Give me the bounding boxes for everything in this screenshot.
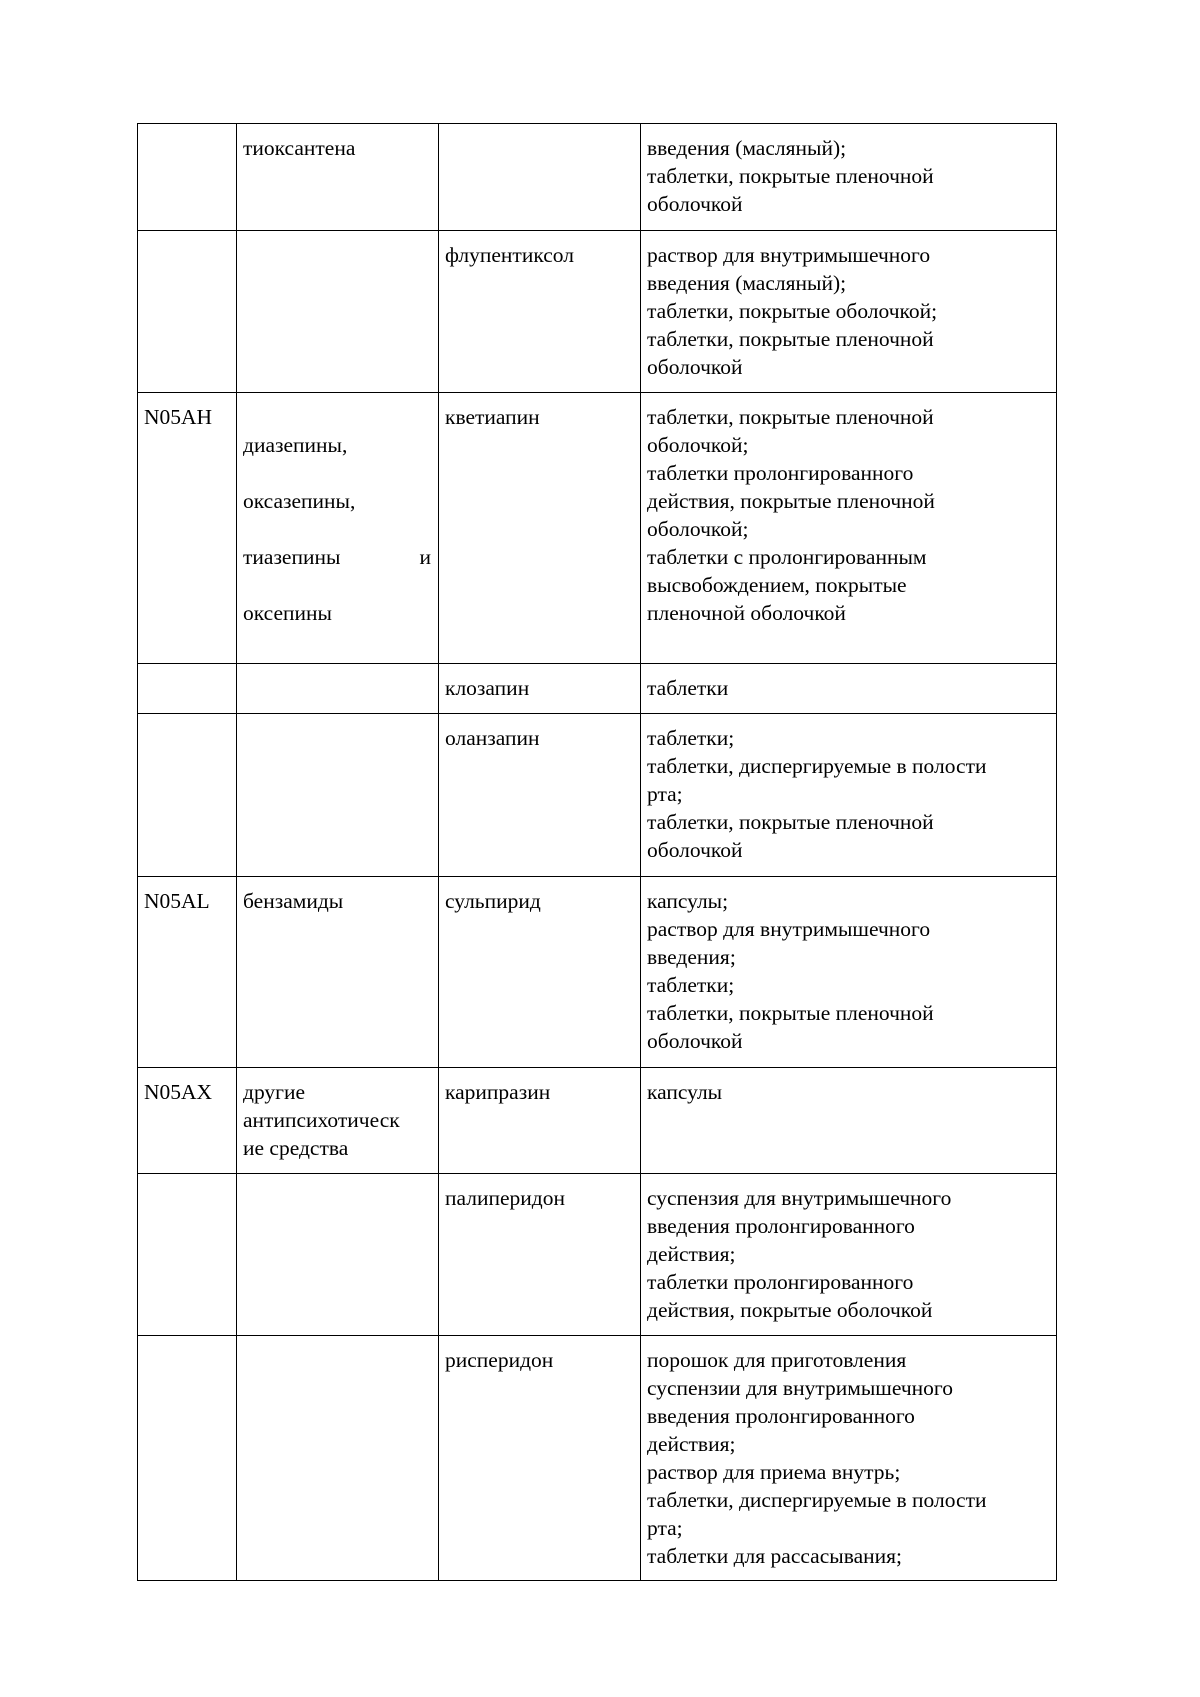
substance-cell: флупентиксол — [439, 231, 641, 393]
substance-cell — [439, 124, 641, 231]
dosage-forms-cell: капсулы; раствор для внутримышечного введения; таблетки; таблетки, покрытые пленочной оболочкой — [641, 877, 1057, 1068]
substance-cell: кветиапин — [439, 393, 641, 664]
table-row — [138, 124, 1057, 231]
atc-code-cell: N05AL — [138, 877, 237, 1068]
group-cell — [237, 1336, 439, 1581]
atc-code-cell — [138, 1336, 237, 1581]
group-cell: другие антипсихотическ ие средства — [237, 1068, 439, 1174]
atc-code-cell — [138, 231, 237, 393]
group-cell — [237, 664, 439, 714]
substance-cell: карипразин — [439, 1068, 641, 1174]
group-cell — [237, 714, 439, 877]
drug-table — [137, 123, 1057, 1581]
group-word: тиазепины — [243, 545, 341, 569]
table-row — [138, 1174, 1057, 1336]
substance-cell: палиперидон — [439, 1174, 641, 1336]
table-row — [138, 393, 1057, 664]
dosage-forms-cell: суспензия для внутримышечного введения пролонгированного действия; таблетки пролонгированного действия, покрытые оболочкой — [641, 1174, 1057, 1336]
group-line-justified — [243, 543, 431, 571]
dosage-forms-cell: таблетки, покрытые пленочной оболочкой; таблетки пролонгированного действия, покрытые пленочной оболочкой; таблетки с пролонгированным высвобождением, покрытые пленочной оболочкой — [641, 393, 1057, 664]
group-cell — [237, 393, 439, 664]
atc-code-cell: N05AX — [138, 1068, 237, 1174]
group-cell: тиоксантена — [237, 124, 439, 231]
dosage-forms-cell: раствор для внутримышечного введения (масляный); таблетки, покрытые оболочкой; таблетки, покрытые пленочной оболочкой — [641, 231, 1057, 393]
substance-cell: сульпирид — [439, 877, 641, 1068]
table-row — [138, 664, 1057, 714]
table-row — [138, 714, 1057, 877]
group-line: оксазепины, — [243, 489, 356, 513]
dosage-forms-cell: таблетки — [641, 664, 1057, 714]
group-word: и — [419, 545, 431, 569]
dosage-forms-cell: введения (масляный); таблетки, покрытые пленочной оболочкой — [641, 124, 1057, 231]
table-row — [138, 877, 1057, 1068]
atc-code-cell — [138, 664, 237, 714]
substance-cell: рисперидон — [439, 1336, 641, 1581]
group-line: диазепины, — [243, 433, 348, 457]
group-cell: бензамиды — [237, 877, 439, 1068]
atc-code-cell — [138, 714, 237, 877]
atc-code-cell — [138, 124, 237, 231]
group-cell — [237, 231, 439, 393]
atc-code-cell: N05AH — [138, 393, 237, 664]
dosage-forms-cell: капсулы — [641, 1068, 1057, 1174]
table-row — [138, 1336, 1057, 1581]
atc-code-cell — [138, 1174, 237, 1336]
table-row — [138, 231, 1057, 393]
group-cell — [237, 1174, 439, 1336]
dosage-forms-cell: таблетки; таблетки, диспергируемые в полости рта; таблетки, покрытые пленочной оболочкой — [641, 714, 1057, 877]
group-line: оксепины — [243, 601, 332, 625]
dosage-forms-cell: порошок для приготовления суспензии для внутримышечного введения пролонгированного действия; раствор для приема внутрь; таблетки, диспергируемые в полости рта; таблетки для рассасывания; — [641, 1336, 1057, 1581]
substance-cell: клозапин — [439, 664, 641, 714]
table-row — [138, 1068, 1057, 1174]
substance-cell: оланзапин — [439, 714, 641, 877]
